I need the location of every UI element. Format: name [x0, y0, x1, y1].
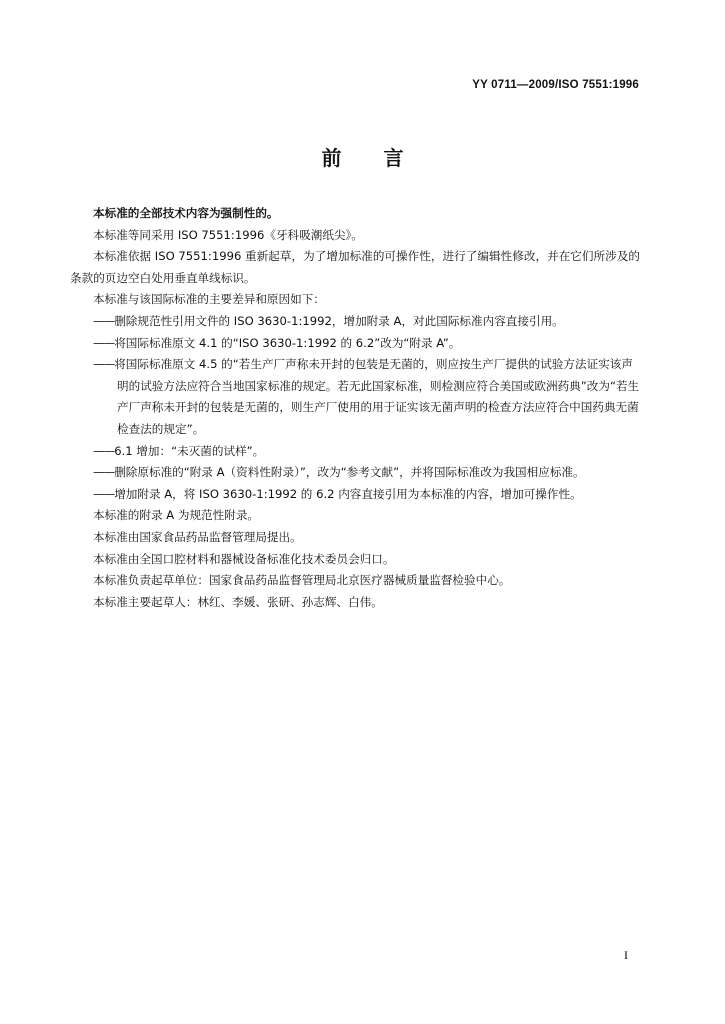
list-item [70, 441, 640, 463]
page-title [0, 142, 725, 171]
list-item [70, 462, 640, 484]
dash-mark: —— [93, 357, 115, 372]
list-item [70, 484, 640, 506]
dash-mark: —— [93, 486, 115, 501]
list-item-text: 将国际标准原文 4.1 的“ISO 3630-1:1992 的 6.2”改为“附录 A”。 [114, 335, 461, 350]
differences-intro: 本标准与该国际标准的主要差异和原因如下： [93, 292, 325, 307]
title-char-right: 言 [383, 146, 404, 170]
committee-statement: 本标准由全国口腔材料和器械设备标准化技术委员会归口。 [93, 551, 395, 566]
differences-list [70, 311, 640, 505]
list-item [70, 333, 640, 355]
drafting-statement: 本标准依据 ISO 7551:1996 重新起草，为了增加标准的可操作性，进行了编辑性修改，并在它们所涉及的条款的页边空白处用垂直单线标识。 [70, 249, 640, 285]
list-item-text: 增加附录 A，将 ISO 3630-1:1992 的 6.2 内容直接引用为本标准的内容，增加可操作性。 [114, 486, 582, 501]
dash-mark: —— [93, 335, 115, 350]
dash-mark: —— [93, 443, 115, 458]
list-item-text: 删除规范性引用文件的 ISO 3630-1:1992，增加附录 A，对此国际标准内容直接引用。 [114, 313, 564, 328]
drafters-statement: 本标准主要起草人：林红、李媛、张研、孙志辉、白伟。 [93, 594, 383, 609]
adoption-statement: 本标准等同采用 ISO 7551:1996《牙科吸潮纸尖》。 [93, 227, 363, 242]
foreword-body [70, 203, 640, 613]
list-item-text: 6.1 增加：“未灭菌的试样”。 [114, 443, 265, 458]
dash-mark: —— [93, 465, 115, 480]
dash-mark: —— [93, 313, 115, 328]
annex-statement: 本标准的附录 A 为规范性附录。 [93, 508, 260, 523]
proposer-statement: 本标准由国家食品药品监督管理局提出。 [93, 529, 302, 544]
standard-code: YY 0711—2009/ISO 7551:1996 [472, 79, 639, 91]
list-item-text: 将国际标准原文 4.5 的“若生产厂声称未开封的包装是无菌的，则应按生产厂提供的试验方法证实该声明的试验方法应符合当地国家标准的规定。若无此国家标准，则检测应符合美国或欧洲药典”改为“若生产厂声称未开封的包装是无菌的，则生产厂使用的用于证实该无菌声明的检查方法应符合中国药典无菌检查法的规定”。 [114, 357, 640, 436]
list-item-text: 删除原标准的“附录 A（资料性附录）”，改为“参考文献”，并将国际标准改为我国相应标准。 [114, 465, 585, 480]
drafting-unit-statement: 本标准负责起草单位：国家食品药品监督管理局北京医疗器械质量监督检验中心。 [93, 573, 511, 588]
mandatory-statement: 本标准的全部技术内容为强制性的。 [93, 206, 279, 220]
title-char-left: 前 [321, 146, 342, 170]
list-item [70, 311, 640, 333]
page-number: I [624, 948, 628, 962]
list-item [70, 354, 640, 440]
